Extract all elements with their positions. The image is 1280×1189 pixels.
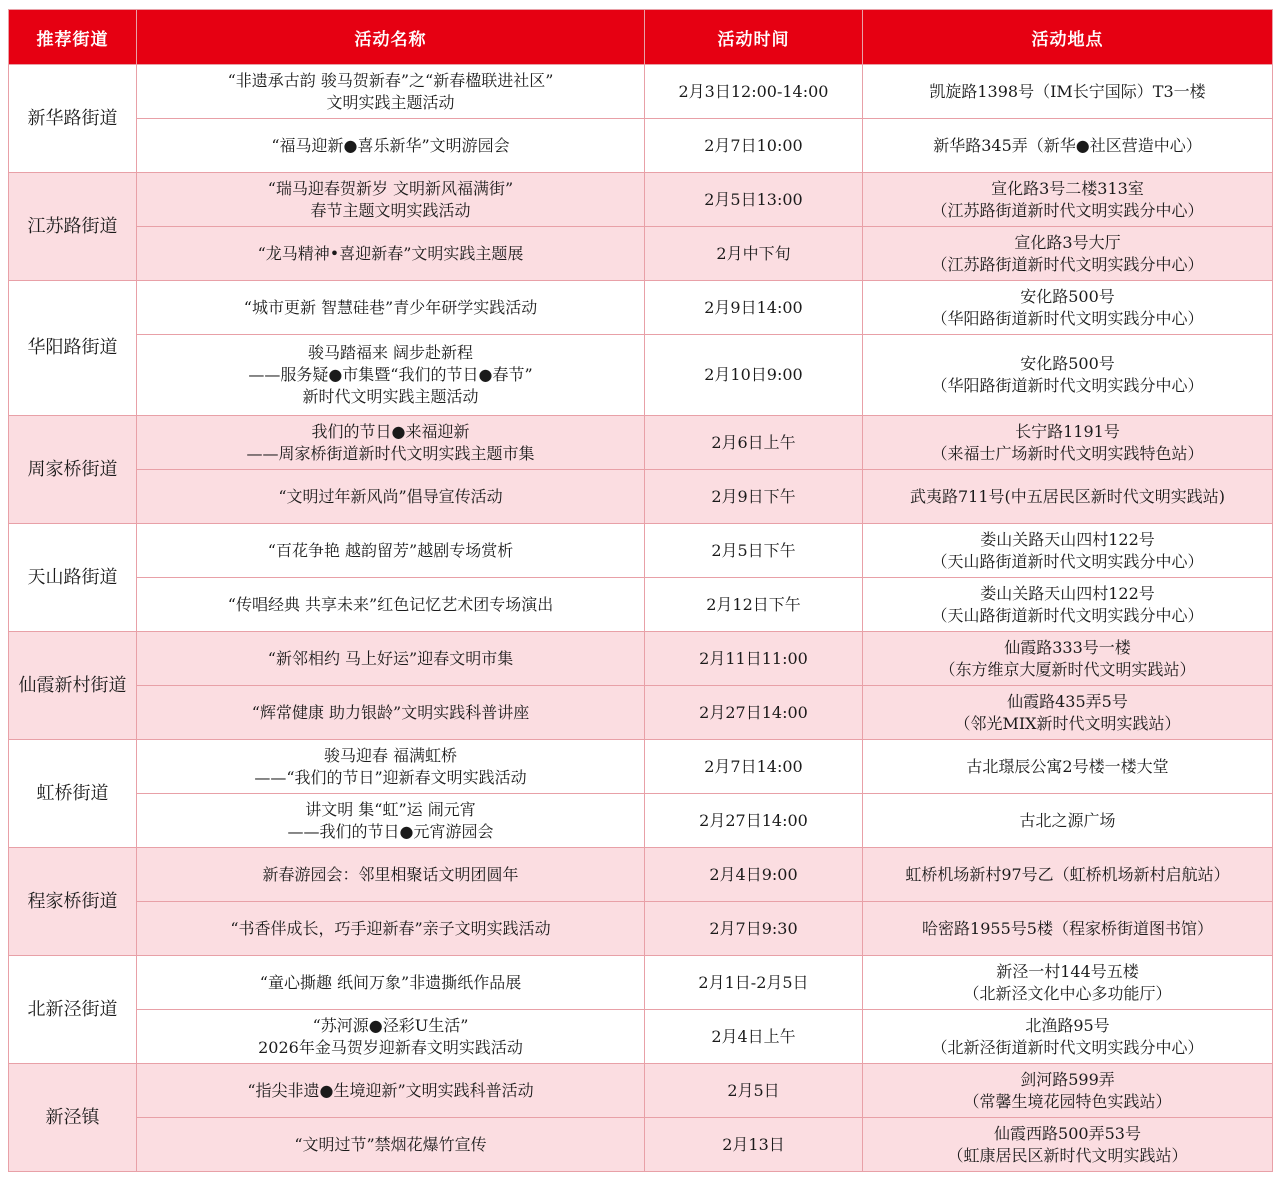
activity-place-cell: 新泾一村144号五楼 （北新泾文化中心多功能厅） [863, 956, 1273, 1010]
activity-name-cell: “文明过年新风尚”倡导宣传活动 [137, 470, 645, 524]
activity-place-cell: 长宁路1191号 （来福士广场新时代文明实践特色站） [863, 416, 1273, 470]
activity-place-cell: 仙霞西路500弄53号 （虹康居民区新时代文明实践站） [863, 1118, 1273, 1172]
activity-time-cell: 2月27日14:00 [645, 686, 863, 740]
activity-place-cell: 娄山关路天山四村122号 （天山路街道新时代文明实践分中心） [863, 524, 1273, 578]
activity-name-cell: 骏马迎春 福满虹桥 ——“我们的节日”迎新春文明实践活动 [137, 740, 645, 794]
activity-name-cell: “瑞马迎春贺新岁 文明新风福满街” 春节主题文明实践活动 [137, 173, 645, 227]
table-row [9, 119, 1273, 173]
table-row [9, 416, 1273, 470]
activity-name-cell: “非遗承古韵 骏马贺新春”之“新春楹联进社区” 文明实践主题活动 [137, 65, 645, 119]
event-table [8, 9, 1273, 1172]
table-row [9, 794, 1273, 848]
street-cell: 新华路街道 [9, 65, 137, 173]
table-row [9, 1064, 1273, 1118]
activity-time-cell: 2月4日上午 [645, 1010, 863, 1064]
street-cell: 虹桥街道 [9, 740, 137, 848]
activity-name-cell: “城市更新 智慧硅巷”青少年研学实践活动 [137, 281, 645, 335]
header-activity-time: 活动时间 [645, 10, 863, 65]
street-cell: 江苏路街道 [9, 173, 137, 281]
street-cell: 华阳路街道 [9, 281, 137, 416]
activity-name-cell: 新春游园会：邻里相聚话文明团圆年 [137, 848, 645, 902]
activity-time-cell: 2月中下旬 [645, 227, 863, 281]
activity-name-cell: “书香伴成长，巧手迎新春”亲子文明实践活动 [137, 902, 645, 956]
activity-time-cell: 2月7日14:00 [645, 740, 863, 794]
table-row [9, 740, 1273, 794]
header-activity-name: 活动名称 [137, 10, 645, 65]
activity-name-cell: “龙马精神•喜迎新春”文明实践主题展 [137, 227, 645, 281]
activity-name-cell: “福马迎新●喜乐新华”文明游园会 [137, 119, 645, 173]
activity-time-cell: 2月4日9:00 [645, 848, 863, 902]
table-row [9, 281, 1273, 335]
activity-name-cell: “新邻相约 马上好运”迎春文明市集 [137, 632, 645, 686]
table-row [9, 524, 1273, 578]
street-cell: 周家桥街道 [9, 416, 137, 524]
activity-name-cell: “指尖非遗●生境迎新”文明实践科普活动 [137, 1064, 645, 1118]
activity-name-cell: “童心撕趣 纸间万象”非遗撕纸作品展 [137, 956, 645, 1010]
activity-place-cell: 仙霞路333号一楼 （东方维京大厦新时代文明实践站） [863, 632, 1273, 686]
activity-name-cell: “辉常健康 助力银龄”文明实践科普讲座 [137, 686, 645, 740]
activity-place-cell: 虹桥机场新村97号乙（虹桥机场新村启航站） [863, 848, 1273, 902]
activity-place-cell: 古北璟辰公寓2号楼一楼大堂 [863, 740, 1273, 794]
activity-time-cell: 2月13日 [645, 1118, 863, 1172]
table-row [9, 227, 1273, 281]
activity-time-cell: 2月3日12:00-14:00 [645, 65, 863, 119]
table-header-row [9, 10, 1273, 65]
activity-time-cell: 2月7日9:30 [645, 902, 863, 956]
table-row [9, 632, 1273, 686]
activity-name-cell: 讲文明 集“虹”运 闹元宵 ——我们的节日●元宵游园会 [137, 794, 645, 848]
header-street: 推荐街道 [9, 10, 137, 65]
activity-place-cell: 宣化路3号二楼313室 （江苏路街道新时代文明实践分中心） [863, 173, 1273, 227]
table-row [9, 65, 1273, 119]
street-cell: 天山路街道 [9, 524, 137, 632]
activity-time-cell: 2月5日 [645, 1064, 863, 1118]
activity-name-cell: “文明过节”禁烟花爆竹宣传 [137, 1118, 645, 1172]
street-cell: 新泾镇 [9, 1064, 137, 1172]
street-cell: 仙霞新村街道 [9, 632, 137, 740]
event-table-container [8, 9, 1273, 1172]
table-row [9, 578, 1273, 632]
activity-name-cell: “传唱经典 共享未来”红色记忆艺术团专场演出 [137, 578, 645, 632]
activity-place-cell: 仙霞路435弄5号 （邻光MIX新时代文明实践站） [863, 686, 1273, 740]
activity-time-cell: 2月1日-2月5日 [645, 956, 863, 1010]
activity-place-cell: 凯旋路1398号（IM长宁国际）T3一楼 [863, 65, 1273, 119]
table-row [9, 1118, 1273, 1172]
activity-place-cell: 安化路500号 （华阳路街道新时代文明实践分中心） [863, 335, 1273, 416]
table-row [9, 848, 1273, 902]
activity-name-cell: “苏河源●泾彩U生活” 2026年金马贺岁迎新春文明实践活动 [137, 1010, 645, 1064]
table-row [9, 902, 1273, 956]
activity-time-cell: 2月5日13:00 [645, 173, 863, 227]
activity-name-cell: 我们的节日●来福迎新 ——周家桥街道新时代文明实践主题市集 [137, 416, 645, 470]
activity-time-cell: 2月10日9:00 [645, 335, 863, 416]
activity-place-cell: 安化路500号 （华阳路街道新时代文明实践分中心） [863, 281, 1273, 335]
activity-time-cell: 2月11日11:00 [645, 632, 863, 686]
activity-place-cell: 剑河路599弄 （常馨生境花园特色实践站） [863, 1064, 1273, 1118]
activity-time-cell: 2月7日10:00 [645, 119, 863, 173]
activity-time-cell: 2月9日14:00 [645, 281, 863, 335]
activity-place-cell: 宣化路3号大厅 （江苏路街道新时代文明实践分中心） [863, 227, 1273, 281]
activity-place-cell: 哈密路1955号5楼（程家桥街道图书馆） [863, 902, 1273, 956]
activity-time-cell: 2月12日下午 [645, 578, 863, 632]
table-row [9, 686, 1273, 740]
activity-place-cell: 武夷路711号(中五居民区新时代文明实践站) [863, 470, 1273, 524]
activity-place-cell: 古北之源广场 [863, 794, 1273, 848]
activity-time-cell: 2月9日下午 [645, 470, 863, 524]
activity-time-cell: 2月6日上午 [645, 416, 863, 470]
activity-place-cell: 新华路345弄（新华●社区营造中心） [863, 119, 1273, 173]
activity-time-cell: 2月5日下午 [645, 524, 863, 578]
header-activity-place: 活动地点 [863, 10, 1273, 65]
activity-name-cell: 骏马踏福来 阔步赴新程 ——服务疑●市集暨“我们的节日●春节” 新时代文明实践主题活动 [137, 335, 645, 416]
street-cell: 程家桥街道 [9, 848, 137, 956]
table-row [9, 470, 1273, 524]
table-row [9, 1010, 1273, 1064]
table-row [9, 335, 1273, 416]
activity-place-cell: 娄山关路天山四村122号 （天山路街道新时代文明实践分中心） [863, 578, 1273, 632]
activity-place-cell: 北渔路95号 （北新泾街道新时代文明实践分中心） [863, 1010, 1273, 1064]
street-cell: 北新泾街道 [9, 956, 137, 1064]
activity-time-cell: 2月27日14:00 [645, 794, 863, 848]
table-row [9, 173, 1273, 227]
table-row [9, 956, 1273, 1010]
activity-name-cell: “百花争艳 越韵留芳”越剧专场赏析 [137, 524, 645, 578]
